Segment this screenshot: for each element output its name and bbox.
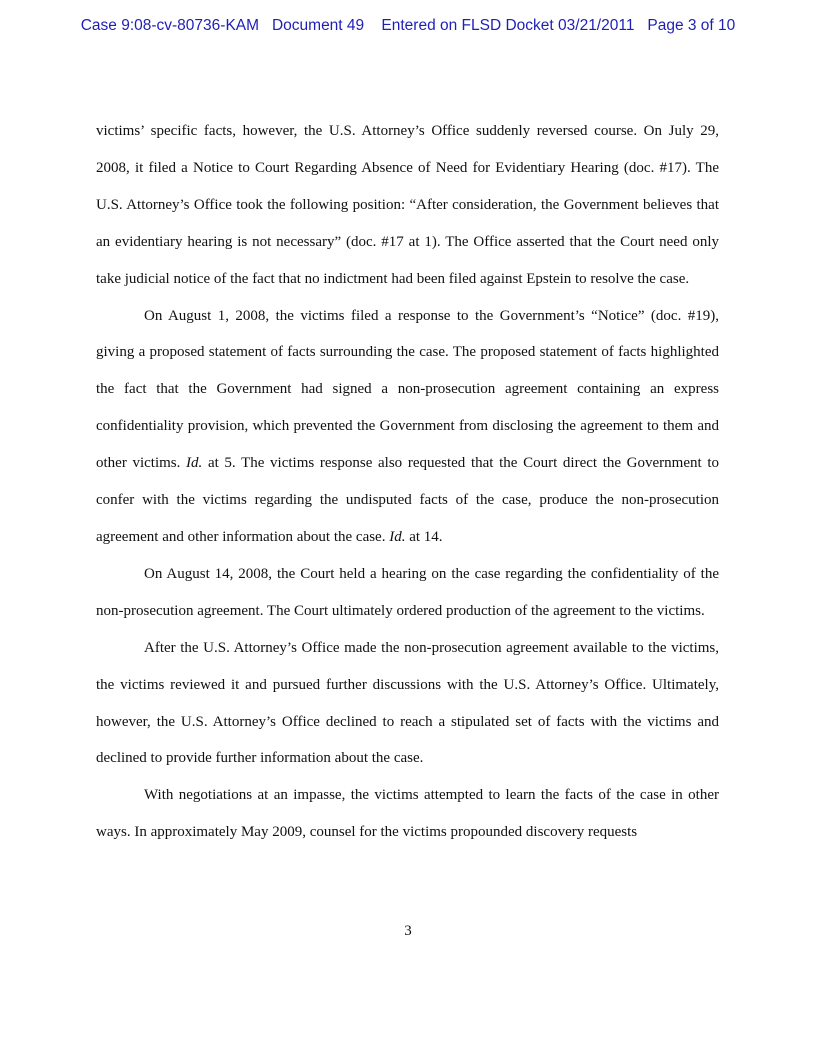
document-body [96, 113, 719, 851]
body-paragraph [96, 630, 719, 778]
paragraph-text: victims’ specific facts, however, the U.S. Attorney’s Office suddenly reversed course. On July 29, 2008, it filed a Notice to Court Regarding Absence of Need for Evidentiary Hearing (doc. #17). The U.S. Attorney’s Office took the following position: “After consideration, the Government believes that an evidentiary hearing is not necessary” (doc. #17 at 1). The Office asserted that the Court need only take judicial notice of the fact that no indictment had been filed against Epstein to resolve the case. [96, 123, 719, 287]
docket-header [0, 17, 816, 35]
document-number: Document 49 [271, 17, 365, 34]
docket-entry: Entered on FLSD Docket 03/21/2011 [381, 17, 635, 34]
citation-italic: Id. [186, 455, 203, 472]
paragraph-text: at 5. The victims response also requested that the Court direct the Government to confer with the victims regarding the undisputed facts of the case, produce the non-prosecution agreement and other information about the case. [96, 455, 719, 545]
body-paragraph [96, 777, 719, 851]
case-number: Case 9:08-cv-80736-KAM [80, 17, 260, 34]
body-paragraph [96, 113, 719, 298]
paragraph-text: After the U.S. Attorney’s Office made the non-prosecution agreement available to the victims, the victims reviewed it and pursued further discussions with the U.S. Attorney’s Office. Ultimately, however, the U.S. Attorney’s Office declined to reach a stipulated set of facts with the victims and declined to provide further information about the case. [96, 639, 719, 767]
body-paragraph [96, 556, 719, 630]
body-paragraph [96, 298, 719, 556]
citation-italic: Id. [389, 528, 406, 545]
paragraph-text: at 14. [405, 528, 443, 545]
paragraph-text: With negotiations at an impasse, the victims attempted to learn the facts of the case in other ways. In approximately May 2009, counsel for the victims propounded discovery requests [96, 787, 719, 841]
page-number: 3 [404, 923, 412, 939]
paragraph-text: On August 1, 2008, the victims filed a response to the Government’s “Notice” (doc. #19), giving a proposed statement of facts surrounding the case. The proposed statement of facts highlighted the fact that the Government had signed a non-prosecution agreement containing an express confidentiality provision, which prevented the Government from disclosing the agreement to them and other victims. [96, 307, 719, 472]
page-of-total: Page 3 of 10 [647, 17, 736, 34]
paragraph-text: On August 14, 2008, the Court held a hearing on the case regarding the confidentiality of the non-prosecution agreement. The Court ultimately ordered production of the agreement to the victims. [96, 565, 719, 619]
